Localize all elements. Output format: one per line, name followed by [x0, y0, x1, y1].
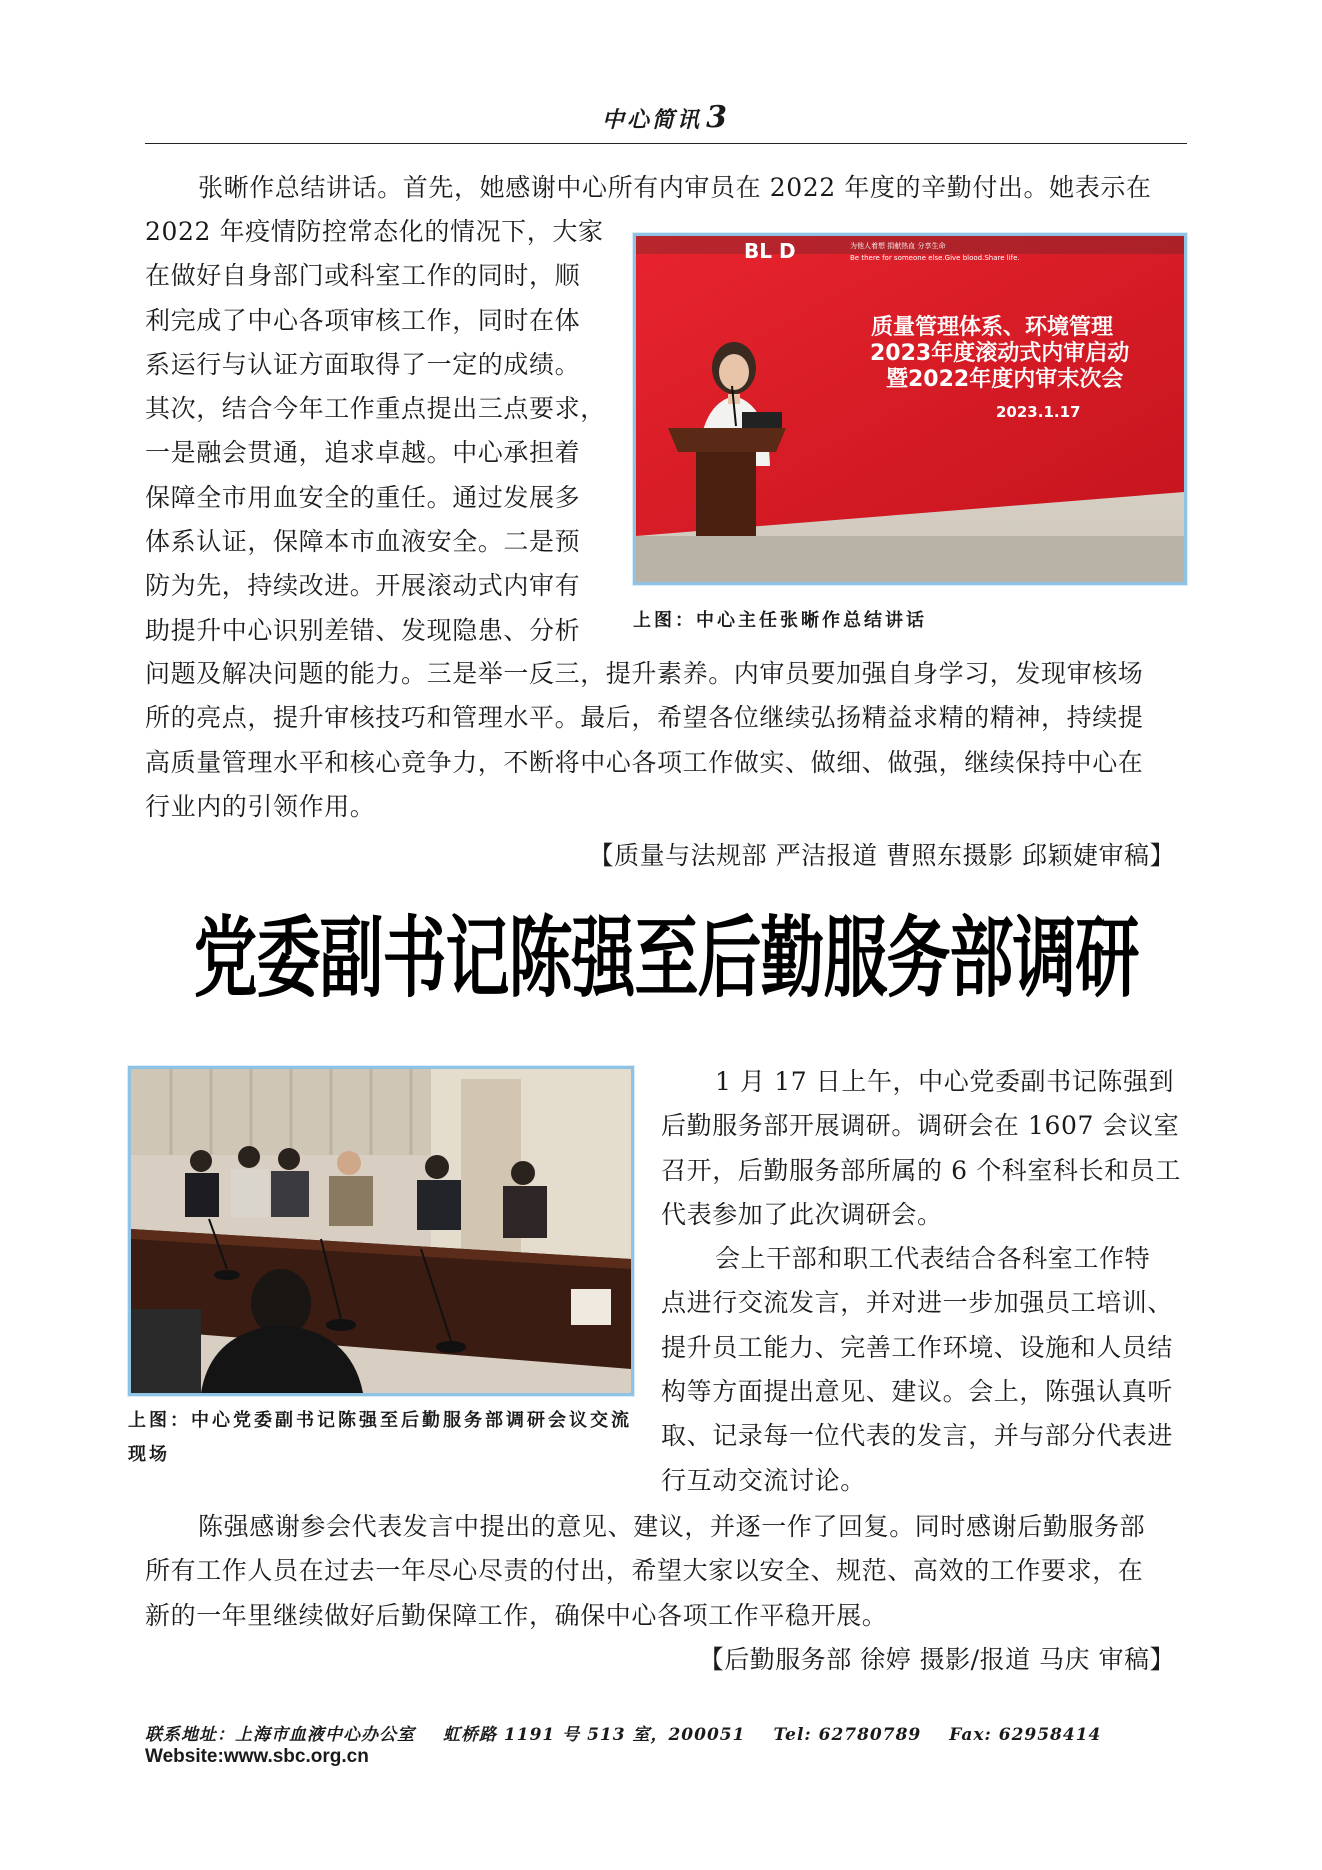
paragraph-line: 后勤服务部开展调研。调研会在 1607 会议室 — [661, 1111, 1180, 1141]
caption-line: 上图：中心党委副书记陈强至后勤服务部调研会议交流 — [128, 1410, 632, 1431]
banner-tagline-en: Be there for someone else.Give blood.Share life. — [850, 254, 1020, 262]
paragraph-line: 陈强感谢参会代表发言中提出的意见、建议，并逐一作了回复。同时感谢后勤服务部 — [198, 1512, 1146, 1541]
footer-fax: Fax: 62958414 — [949, 1725, 1102, 1745]
photo1-caption: 上图：中心主任张晰作总结讲话 — [633, 610, 927, 631]
paragraph-line: 其次，结合今年工作重点提出三点要求， — [145, 394, 606, 424]
footer-website-link[interactable]: Website:www.sbc.org.cn — [145, 1746, 369, 1767]
paragraph-line: 行业内的引领作用。 — [145, 791, 376, 821]
paragraph-line: 行互动交流讨论。 — [661, 1465, 866, 1495]
paragraph-line: 系运行与认证方面取得了一定的成绩。 — [145, 349, 581, 379]
paragraph-line: 召开，后勤服务部所属的 6 个科室科长和员工 — [661, 1155, 1182, 1185]
article2-headline: 党委副书记陈强至后勤服务部调研 — [193, 908, 1139, 1011]
banner-brand-text: BL D — [744, 239, 796, 263]
paragraph-line: 防为先，持续改进。开展滚动式内审有 — [145, 571, 581, 601]
paragraph-line: 2022 年疫情防控常态化的情况下，大家 — [145, 217, 604, 246]
paragraph-line: 新的一年里继续做好后勤保障工作，确保中心各项工作平稳开展。 — [145, 1600, 888, 1630]
article2-full-paragraph — [145, 1505, 1195, 1638]
article2-right-column — [661, 1060, 1201, 1503]
article1-full-paragraph — [145, 652, 1195, 829]
footer-road: 虹桥路 1191 号 513 室，200051 — [443, 1725, 746, 1745]
paragraph-line: 高质量管理水平和核心竞争力，不断将中心各项工作做实、做细、做强，继续保持中心在 — [145, 747, 1144, 777]
paragraph-line: 在做好自身部门或科室工作的同时，顺 — [145, 261, 581, 291]
article1-wrapped-paragraph — [145, 210, 615, 653]
article1-credit: 【质量与法规部 严洁报道 曹照东摄影 邱颖婕审稿】 — [588, 841, 1175, 870]
banner-date: 2023.1.17 — [996, 403, 1081, 421]
photo2-caption — [128, 1404, 648, 1472]
photo-meeting-room — [128, 1066, 634, 1396]
header-rule — [145, 143, 1187, 144]
footer-tel: Tel: 62780789 — [773, 1725, 922, 1745]
paragraph-line: 取、记录每一位代表的发言，并与部分代表进 — [661, 1421, 1174, 1451]
running-header — [145, 100, 1187, 135]
paragraph-line: 1 月 17 日上午，中心党委副书记陈强到 — [715, 1067, 1175, 1096]
footer-contact — [145, 1720, 1129, 1745]
banner-line-1: 质量管理体系、环境管理 — [871, 315, 1114, 340]
paragraph-line: 所有工作人员在过去一年尽心尽责的付出，希望大家以安全、规范、高效的工作要求，在 — [145, 1556, 1144, 1586]
paragraph-line: 提升员工能力、完善工作环境、设施和人员结 — [661, 1332, 1174, 1362]
paragraph-line: 利完成了中心各项审核工作，同时在体 — [145, 305, 581, 335]
banner-tagline-cn: 为他人着想 捐献热血 分享生命 — [850, 242, 946, 250]
caption-line: 现场 — [128, 1444, 170, 1465]
paragraph-line: 所的亮点，提升审核技巧和管理水平。最后，希望各位继续弘扬精益求精的精神，持续提 — [145, 703, 1144, 733]
newsletter-title: 中心简讯 — [602, 107, 703, 133]
banner-line-3: 暨2022年度内审末次会 — [886, 367, 1124, 392]
paragraph-line: 点进行交流发言，并对进一步加强员工培训、 — [661, 1288, 1174, 1318]
paragraph-line: 保障全市用血安全的重任。通过发展多 — [145, 482, 581, 512]
paragraph-line: 会上干部和职工代表结合各科室工作特 — [715, 1244, 1151, 1274]
banner-line-2: 2023年度滚动式内审启动 — [870, 341, 1130, 366]
paragraph-line: 构等方面提出意见、建议。会上，陈强认真听 — [661, 1377, 1174, 1407]
article2-credit: 【后勤服务部 徐婷 摄影/报道 马庆 审稿】 — [698, 1645, 1175, 1674]
paragraph-line: 问题及解决问题的能力。三是举一反三，提升素养。内审员要加强自身学习，发现审核场 — [145, 659, 1144, 688]
paragraph-line: 体系认证，保障本市血液安全。二是预 — [145, 527, 581, 557]
photo-speaker-podium — [633, 233, 1187, 585]
page-number: 3 — [706, 100, 730, 135]
paragraph-line: 代表参加了此次调研会。 — [661, 1199, 943, 1229]
paragraph-line: 一是融会贯通，追求卓越。中心承担着 — [145, 438, 581, 468]
footer-address: 联系地址：上海市血液中心办公室 — [145, 1725, 415, 1745]
paragraph-line: 助提升中心识别差错、发现隐患、分析 — [145, 615, 581, 645]
article1-first-line: 张晰作总结讲话。首先，她感谢中心所有内审员在 2022 年度的辛勤付出。她表示在 — [198, 173, 1152, 202]
